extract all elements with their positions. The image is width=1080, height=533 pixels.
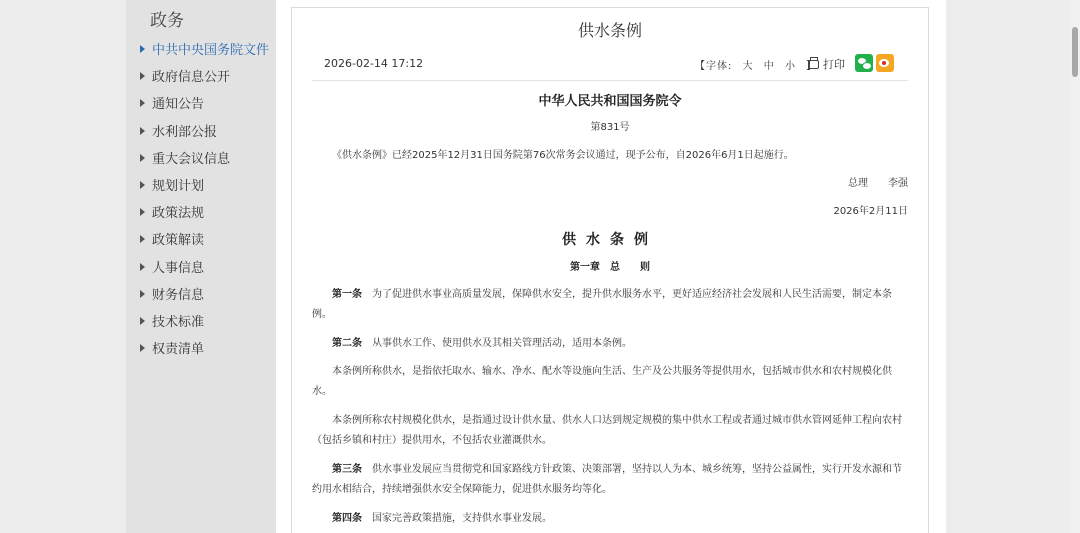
font-size-control: [692, 57, 820, 72]
sidebar-item-plans[interactable]: [140, 173, 269, 200]
article-heading: 第二条: [332, 338, 362, 349]
sidebar-item-label: 财务信息: [152, 287, 205, 303]
sidebar-item-policy-interpretation[interactable]: [140, 227, 269, 254]
signer: 总理 李强: [848, 178, 908, 189]
article-2-paragraph-3: 本条例所称农村规模化供水，是指通过设计供水量、供水人口达到规定规模的集中供水工程或者通过城市供水管网延伸工程向农村（包括乡镇和村庄）提供用水，不包括农业灌溉供水。: [312, 415, 902, 446]
left-gutter: [0, 0, 126, 533]
sidebar-item-label: 权责清单: [152, 342, 205, 358]
article-3: [312, 460, 908, 500]
wechat-share-icon[interactable]: [855, 54, 873, 72]
vertical-scrollbar[interactable]: [1070, 0, 1080, 533]
triangle-right-icon: [140, 127, 145, 135]
triangle-right-icon: [140, 72, 145, 80]
font-size-close: 】: [806, 61, 818, 72]
font-size-medium-button[interactable]: 中: [763, 61, 775, 72]
article-text: 为了促进供水事业高质量发展，保障供水安全，提升供水服务水平，更好适应经济社会发展和人民生活需要，制定本条例。: [312, 289, 892, 320]
article-heading: 第一条: [332, 289, 362, 300]
triangle-right-icon: [140, 344, 145, 352]
sidebar-item-label: 通知公告: [152, 97, 205, 113]
chapter-heading: 第一章 总 则: [570, 262, 650, 273]
sidebar-item-standards[interactable]: [140, 309, 269, 336]
sidebar-item-meetings[interactable]: [140, 146, 269, 173]
order-title: 中华人民共和国国务院令: [538, 94, 682, 109]
triangle-right-icon: [140, 45, 145, 53]
article-heading: 第四条: [332, 513, 362, 524]
sign-date: 2026年2月11日: [833, 206, 908, 217]
article-1: [312, 285, 908, 325]
sidebar: [126, 0, 276, 533]
order-number: 第831号: [590, 122, 630, 133]
triangle-right-icon: [140, 208, 145, 216]
article-panel: [291, 7, 929, 533]
weibo-share-icon[interactable]: [876, 54, 894, 72]
sidebar-title: 政务: [150, 11, 184, 31]
sidebar-item-label: 规划计划: [152, 178, 205, 194]
sidebar-item-label: 政府信息公开: [152, 70, 231, 86]
divider: [312, 80, 908, 81]
font-size-small-button[interactable]: 小: [784, 61, 796, 72]
triangle-right-icon: [140, 154, 145, 162]
font-size-label: 【字体:: [695, 61, 733, 72]
print-label: 打印: [823, 58, 845, 71]
triangle-right-icon: [140, 290, 145, 298]
article-2: [312, 334, 908, 354]
sidebar-item-label: 人事信息: [152, 260, 205, 276]
article-text: 供水事业发展应当贯彻党和国家路线方针政策、决策部署，坚持以人为本、城乡统筹，坚持公益属性，实行开发水源和节约用水相结合，持续增强供水安全保障能力，促进供水服务均等化。: [312, 464, 902, 495]
sidebar-list: [140, 37, 269, 363]
sidebar-item-policies[interactable]: [140, 200, 269, 227]
article-text: 国家完善政策措施，支持供水事业发展。: [372, 513, 552, 524]
publish-date: 2026-02-14 17:12: [324, 57, 424, 70]
article-heading: 第三条: [332, 464, 362, 475]
font-size-large-button[interactable]: 大: [742, 61, 754, 72]
sidebar-item-label: 中共中央国务院文件: [152, 43, 270, 58]
article-text: 从事供水工作、使用供水及其相关管理活动，适用本条例。: [372, 338, 632, 349]
sidebar-item-finance[interactable]: [140, 282, 269, 309]
article-4: [312, 509, 908, 529]
triangle-right-icon: [140, 99, 145, 107]
sidebar-item-government-info[interactable]: [140, 64, 269, 91]
sidebar-item-label: 重大会议信息: [152, 151, 231, 167]
triangle-right-icon: [140, 181, 145, 189]
scrollbar-thumb[interactable]: [1072, 27, 1078, 77]
triangle-right-icon: [140, 317, 145, 325]
intro-paragraph: 《供水条例》已经2025年12月31日国务院第76次常务会议通过，现予公布，自2026年6月1日起施行。: [332, 150, 794, 161]
sidebar-item-central-documents[interactable]: [140, 37, 269, 64]
article-2-paragraph-2: 本条例所称供水，是指依托取水、输水、净水、配水等设施向生活、生产及公共服务等提供用水，包括城市供水和农村规模化供水。: [312, 366, 892, 397]
sidebar-item-label: 水利部公报: [152, 124, 218, 140]
printer-icon: [808, 60, 819, 69]
print-button[interactable]: [808, 56, 845, 72]
page-title: 供水条例: [577, 21, 642, 40]
triangle-right-icon: [140, 235, 145, 243]
sidebar-item-label: 政策解读: [152, 233, 205, 249]
triangle-right-icon: [140, 263, 145, 271]
regulation-title: 供水条例: [562, 232, 658, 248]
right-gutter: [946, 0, 1070, 533]
sidebar-item-personnel[interactable]: [140, 255, 269, 282]
sidebar-item-label: 技术标准: [152, 314, 205, 330]
sidebar-item-responsibilities[interactable]: [140, 336, 269, 363]
sidebar-item-label: 政策法规: [152, 206, 205, 222]
sidebar-item-notices[interactable]: [140, 91, 269, 118]
sidebar-item-bulletin[interactable]: [140, 119, 269, 146]
